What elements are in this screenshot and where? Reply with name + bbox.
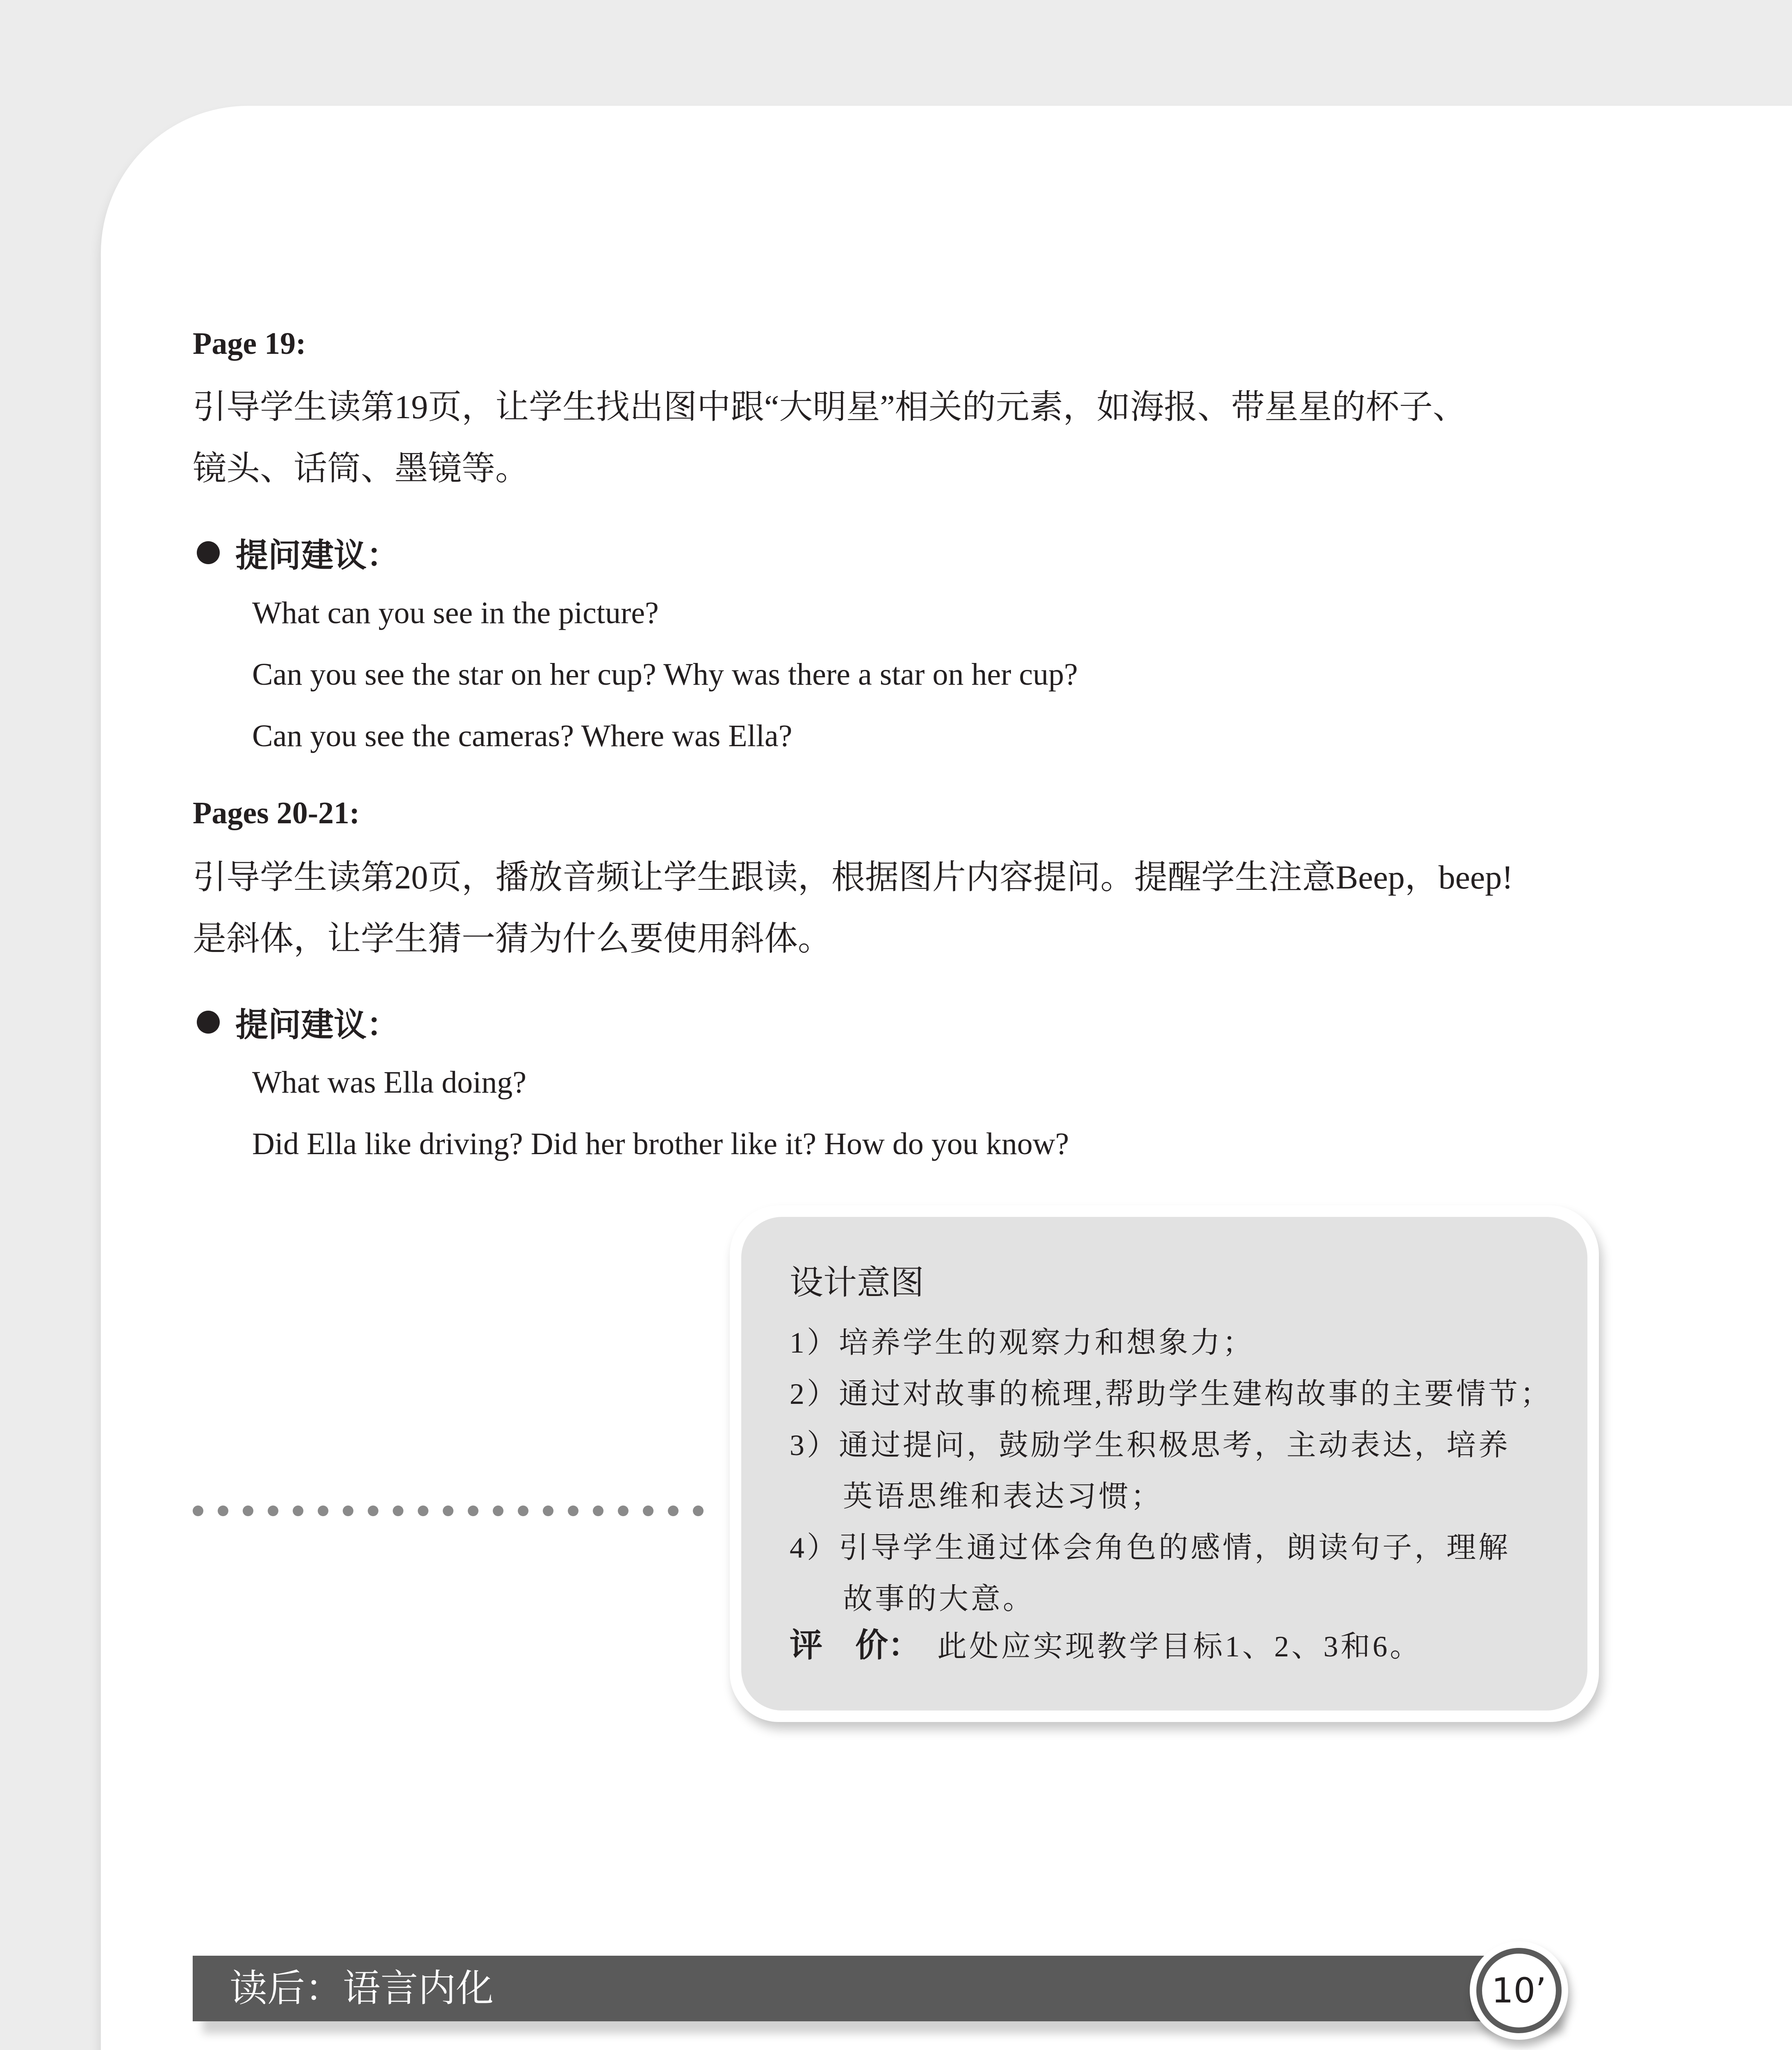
section-heading-page-19: Page 19: (193, 326, 306, 361)
evaluation-line (790, 1619, 1422, 1666)
intent-item: 3）通过提问，鼓励学生积极思考，主动表达，培养 (790, 1429, 1511, 1462)
post-reading-section-bar (193, 1956, 1554, 2021)
time-badge-label: 10’ (1476, 1948, 1562, 2033)
design-intent-panel (741, 1217, 1587, 1711)
intent-item: 1）培养学生的观察力和想象力； (790, 1326, 1255, 1359)
section-2-paragraph (193, 847, 1513, 970)
section-1-questions (252, 582, 1078, 767)
paragraph-line: 是斜体，让学生猜一猜为什么要使用斜体。 (193, 920, 832, 957)
questions-title (197, 998, 399, 1046)
questions-title-text: 提问建议： (235, 536, 399, 574)
post-reading-title: 读后：语言内化 (230, 1966, 494, 2010)
questions-title-text: 提问建议： (235, 1006, 399, 1044)
dotted-leader (193, 1506, 705, 1518)
paragraph-line: 引导学生读第20页，播放音频让学生跟读，根据图片内容提问。提醒学生注意Beep，beep! (193, 859, 1513, 896)
question-item: What was Ella doing? (252, 1065, 527, 1100)
question-item: Did Ella like driving? Did her brother like it? How do you know? (252, 1127, 1069, 1161)
bullet-icon (197, 541, 220, 564)
evaluation-text: 此处应实现教学目标1、2、3和6。 (937, 1630, 1422, 1663)
design-intent-title: 设计意图 (790, 1263, 924, 1302)
section-2-questions (252, 1052, 1069, 1175)
question-item: Can you see the star on her cup? Why was there a star on her cup? (252, 657, 1078, 692)
intent-item: 4）引导学生通过体会角色的感情，朗读句子，理解 (790, 1531, 1511, 1564)
intent-item: 2）通过对故事的梳理,帮助学生建构故事的主要情节； (790, 1378, 1553, 1410)
bullet-icon (197, 1011, 220, 1034)
question-item: What can you see in the picture? (252, 596, 659, 630)
time-badge (1470, 1941, 1568, 2040)
question-item: Can you see the cameras? Where was Ella? (252, 719, 792, 753)
paragraph-line: 引导学生读第19页，让学生找出图中跟“大明星”相关的元素，如海报、带星星的杯子、 (193, 388, 1466, 426)
intent-item-continuation: 英语思维和表达习惯； (843, 1480, 1163, 1513)
questions-title (197, 529, 399, 576)
evaluation-label: 评 价： (790, 1626, 921, 1664)
intent-item-continuation: 故事的大意。 (843, 1583, 1035, 1615)
section-1-paragraph (193, 376, 1466, 499)
design-intent-box (730, 1205, 1599, 1722)
section-heading-pages-20-21: Pages 20-21: (193, 796, 360, 830)
design-intent-list (790, 1317, 1569, 1625)
paragraph-line: 镜头、话筒、墨镜等。 (193, 450, 529, 487)
